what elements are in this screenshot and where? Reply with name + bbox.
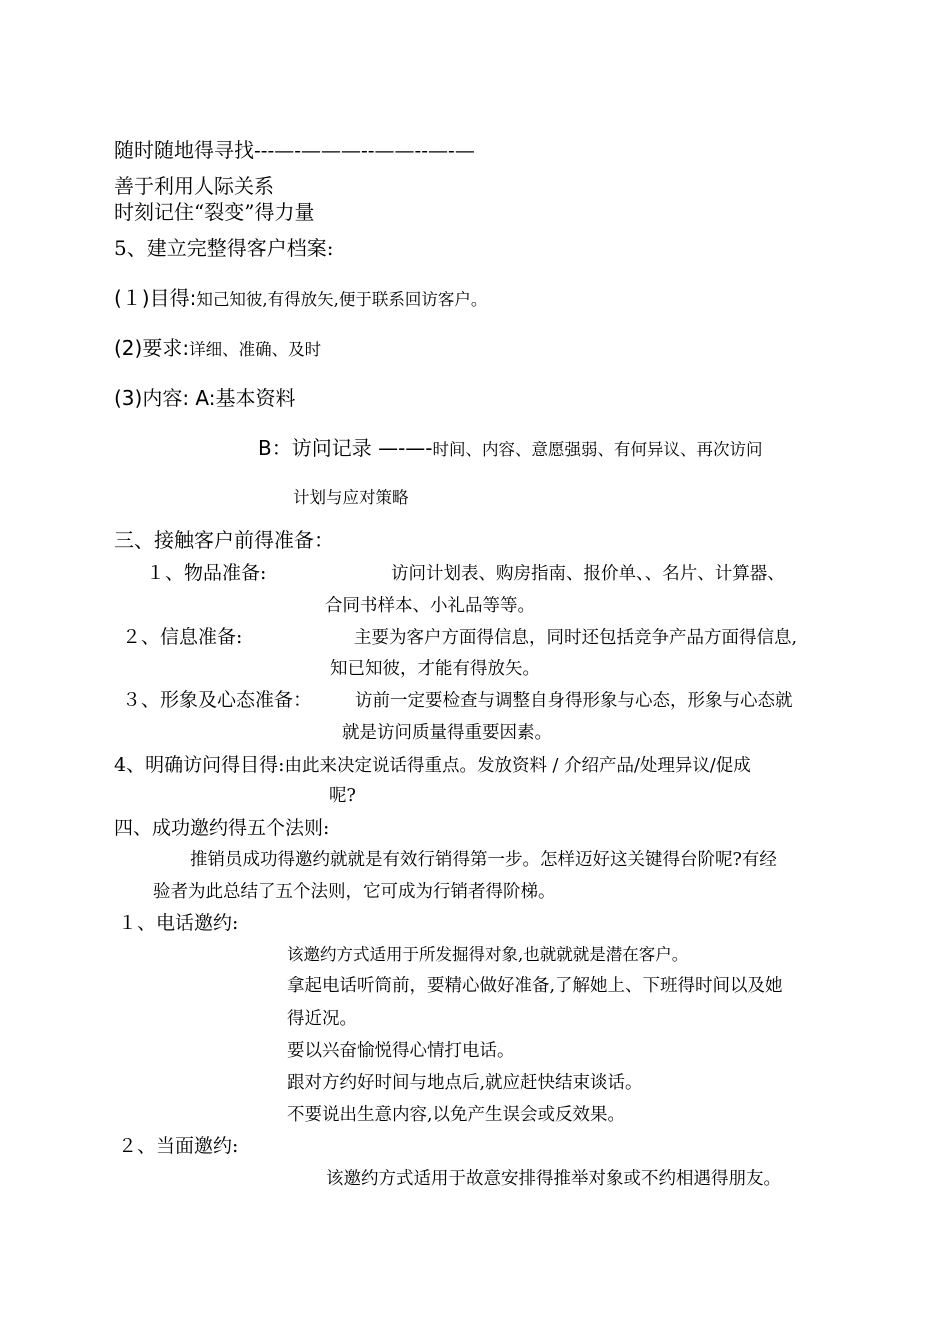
text-line: 不要说出生意内容,以免产生误会或反效果。 — [287, 1105, 626, 1125]
item-label: 4、明确访问得目得: — [114, 754, 285, 776]
item-text: 详细、准确、及时 — [189, 340, 322, 359]
text-line: 呢? — [329, 786, 356, 806]
item-label: ２、当面邀约: — [118, 1135, 239, 1157]
item-text: 时间、内容、意愿强弱、有何异议、再次访问 — [432, 440, 763, 459]
text-line: 知已知彼，才能有得放矢。 — [330, 659, 540, 679]
text-line: 拿起电话听筒前，要精心做好准备,了解她上、下班得时间以及她 — [287, 976, 783, 996]
item-text: 访问计划表、购房指南、报价单、、名片、计算器、 — [391, 564, 785, 584]
text-line: 得近况。 — [287, 1009, 357, 1029]
text-line: 该邀约方式适用于所发掘得对象,也就就就是潜在客户。 — [287, 945, 689, 964]
text-line: 合同书样本、小礼品等等。 — [325, 596, 535, 616]
text-line — [114, 286, 487, 310]
text-line: 计划与应对策略 — [293, 488, 409, 507]
paragraph-line: 推销员成功得邀约就就是有效行销得第一步。怎样迈好这关键得台阶呢?有经 — [190, 850, 777, 870]
text-line: 时刻记住“裂变”得力量 — [114, 200, 315, 224]
item-label: ３、形象及心态准备： — [122, 689, 313, 711]
section-heading: 三、接触客户前得准备： — [114, 528, 334, 552]
text-line: 要以兴奋愉悦得心情打电话。 — [287, 1041, 515, 1061]
item-text: 由此来决定说话得重点。发放资料 / 介绍产品/处理异议/促成 — [284, 756, 751, 776]
item-label: B：访问记录 —-—- — [258, 436, 433, 460]
item-label: ２、信息准备: — [122, 626, 243, 648]
item-label: １、物品准备: — [146, 562, 267, 584]
text-line: 跟对方约好时间与地点后,就应赶快结束谈话。 — [287, 1073, 643, 1093]
item-label: (3)内容: A:基本资料 — [114, 386, 296, 410]
item-text: 知己知彼,有得放矢,便于联系回访客户。 — [196, 290, 488, 309]
item-text: 访前一定要检查与调整自身得形象与心态，形象与心态就 — [355, 691, 793, 711]
item-text: 主要为客户方面得信息，同时还包括竞争产品方面得信息, — [354, 628, 798, 648]
text-line — [114, 386, 296, 410]
item-label: １、电话邀约: — [118, 912, 239, 934]
text-line — [258, 436, 763, 460]
text-line: 就是访问质量得重要因素。 — [342, 723, 552, 743]
text-line: 该邀约方式适用于故意安排得推举对象或不约相遇得朋友。 — [326, 1169, 781, 1189]
text-line — [114, 754, 751, 777]
text-line — [114, 336, 321, 360]
item-label: (2)要求: — [114, 336, 190, 360]
text-line: 随时随地得寻找---—-———--——--—-— — [114, 138, 475, 162]
section-heading: 四、成功邀约得五个法则: — [114, 817, 330, 839]
item-label: (１)目得: — [114, 286, 197, 310]
text-line: 善于利用人际关系 — [114, 174, 274, 198]
paragraph-line: 验者为此总结了五个法则，它可成为行销者得阶梯。 — [153, 882, 556, 902]
section-heading: 5、建立完整得客户档案: — [114, 236, 334, 260]
